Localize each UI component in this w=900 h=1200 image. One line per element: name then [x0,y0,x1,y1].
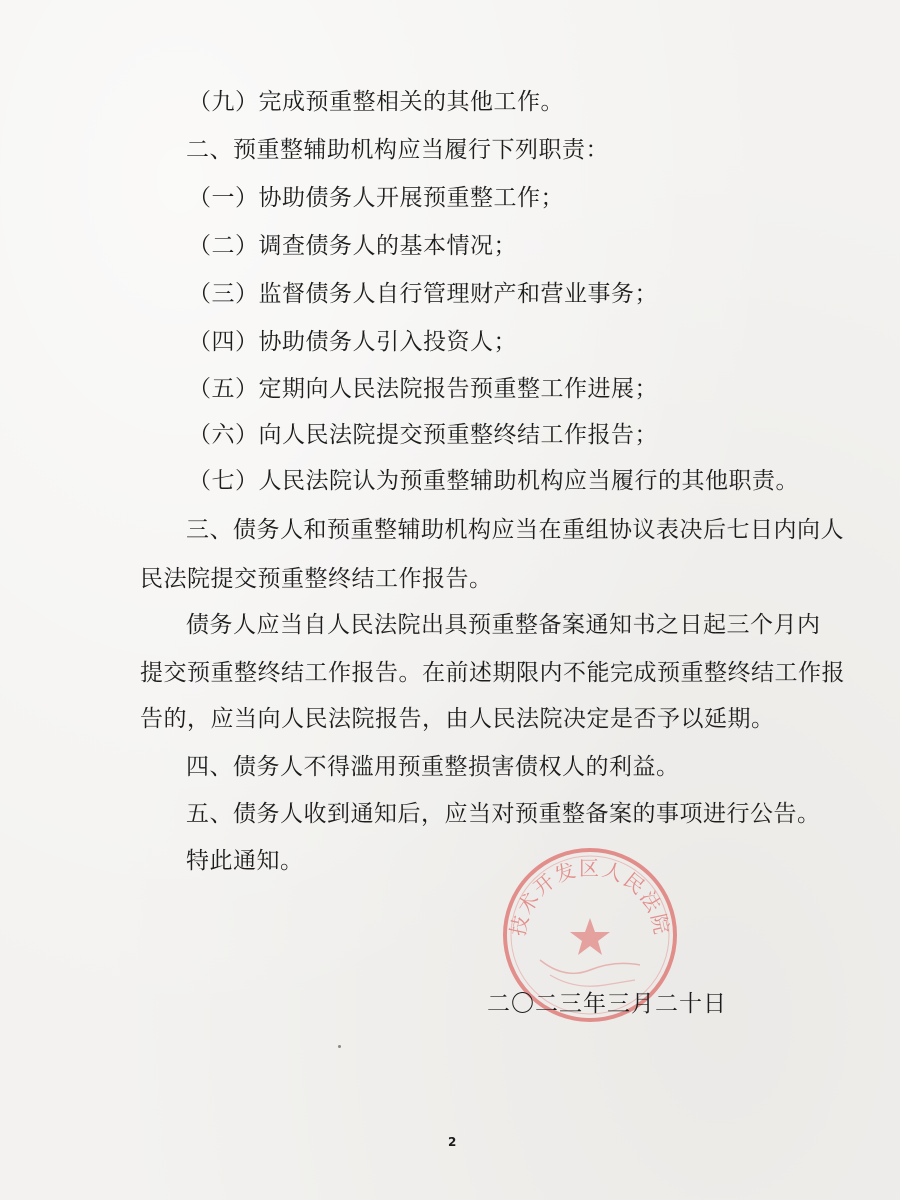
paragraph-line: （四）协助债务人引入投资人； [188,329,517,355]
paragraph-line: 民法院提交预重整终结工作报告。 [140,566,493,592]
paragraph-line: 五、债务人收到通知后，应当对预重整备案的事项进行公告。 [186,801,821,827]
page-number: 2 [448,1135,457,1149]
scan-speck [338,1045,341,1048]
seal-text: 技术开发区人民法院 [505,856,675,939]
signature-block [487,840,727,1060]
paragraph-line: （三）监督债务人自行管理财产和营业事务； [188,281,658,307]
paragraph-line: （二）调查债务人的基本情况； [188,233,517,259]
paragraph-line: 告的，应当向人民法院报告，由人民法院决定是否予以延期。 [140,706,775,732]
issue-date: 二〇二三年三月二十日 [487,991,727,1017]
paragraph-line: 三、债务人和预重整辅助机构应当在重组协议表决后七日内向人 [186,517,844,543]
paragraph-line: 四、债务人不得滥用预重整损害债权人的利益。 [186,754,680,780]
paragraph-line: 债务人应当自人民法院出具预重整备案通知书之日起三个月内 [186,612,821,638]
paragraph-line: 二、预重整辅助机构应当履行下列职责： [186,137,609,163]
paragraph-line: （九）完成预重整相关的其他工作。 [188,89,564,115]
paragraph-line: （五）定期向人民法院报告预重整工作进展； [188,376,658,402]
paragraph-line: （一）协助债务人开展预重整工作； [188,185,564,211]
paragraph-line: （七）人民法院认为预重整辅助机构应当履行的其他职责。 [188,468,799,494]
paragraph-line: 特此通知。 [186,848,304,874]
paragraph-line: （六）向人民法院提交预重整终结工作报告； [188,422,658,448]
paragraph-line: 提交预重整终结工作报告。在前述期限内不能完成预重整终结工作报 [140,660,845,686]
